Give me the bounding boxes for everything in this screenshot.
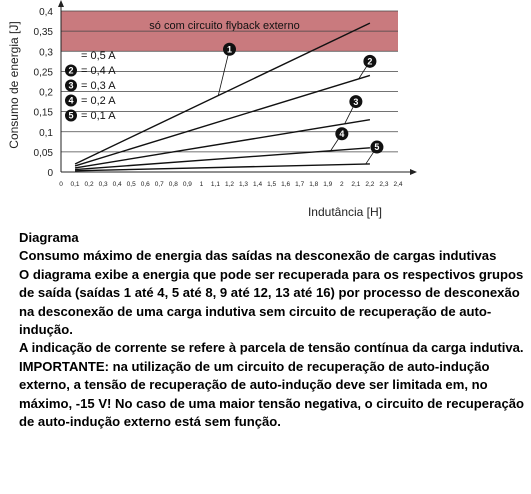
legend-entry-2: = 0,4 A <box>81 65 116 77</box>
x-tick-label: 1,1 <box>210 181 220 188</box>
caption-title: Diagrama <box>19 230 79 245</box>
y-tick-label: 0 <box>47 168 53 179</box>
x-tick-label: 2,1 <box>351 181 361 188</box>
series-line-4 <box>75 148 370 170</box>
x-tick-label: 2,4 <box>393 181 403 188</box>
x-tick-label: 0,8 <box>168 181 178 188</box>
x-tick-label: 2 <box>340 181 344 188</box>
x-tick-label: 2,3 <box>379 181 389 188</box>
legend-entry-3: = 0,3 A <box>81 80 116 92</box>
x-tick-label: 1,9 <box>323 181 333 188</box>
series-marker-label-1: 1 <box>226 44 233 55</box>
x-tick-label: 0,1 <box>70 181 80 188</box>
x-tick-label: 1,7 <box>295 181 305 188</box>
series-marker-label-3: 3 <box>353 96 359 107</box>
y-tick-label: 0,35 <box>33 27 53 39</box>
y-tick-label: 0,05 <box>33 147 53 159</box>
y-tick-label: 0,15 <box>33 107 53 119</box>
series-marker-label-4: 4 <box>339 128 345 139</box>
y-axis-arrow <box>58 0 64 7</box>
series-marker-label-2: 2 <box>367 56 373 67</box>
y-tick-label: 0,1 <box>39 127 53 139</box>
legend-marker-label-5: 5 <box>68 110 74 121</box>
legend-entry-1: = 0,5 A <box>81 50 116 62</box>
caption-subtitle: Consumo máximo de energia das saídas na desconexão de cargas indutivas <box>19 248 497 264</box>
legend-marker-label-4: 4 <box>68 95 74 106</box>
x-tick-label: 2,2 <box>365 181 375 188</box>
x-tick-label: 1,6 <box>281 181 291 188</box>
y-tick-label: 0,3 <box>39 47 53 59</box>
important-label: IMPORTANTE: <box>19 358 109 374</box>
x-tick-label: 1,3 <box>239 181 249 188</box>
caption-block <box>19 229 524 431</box>
x-axis-arrow <box>410 169 417 175</box>
y-axis-label: Consumo de energia [J] <box>7 21 21 149</box>
series-leader-1 <box>218 49 229 95</box>
x-tick-label: 1,8 <box>309 181 319 188</box>
y-tick-label: 0,4 <box>39 7 53 18</box>
x-tick-label: 1,4 <box>253 181 263 188</box>
legend <box>65 50 116 122</box>
series-line-3 <box>75 120 370 168</box>
x-tick-label: 0,4 <box>112 181 122 188</box>
series-marker-label-5: 5 <box>374 142 380 153</box>
y-tick-label: 0,2 <box>39 87 53 99</box>
caption-paragraph-1: O diagrama exibe a energia que pode ser recuperada para os respectivos grupos de saída (saídas 1 até 4, 5 até 8, 9 até 12, 13 até 16) por processo de desconexão na desconexão de uma carga indutiva sem circuito de recuperação de auto-indução. <box>19 266 524 338</box>
x-tick-label: 0,6 <box>140 181 150 188</box>
y-tick-labels <box>34 7 54 179</box>
caption-important <box>19 358 524 432</box>
series-line-5 <box>75 164 370 171</box>
important-text: na utilização de um circuito de recuperação de auto-indução externo, a tensão de recuperação de auto-indução deve ser limitada em, no máximo, -15 V! No caso de uma maior tensão negativa, o circuito de recuperação de auto-indução externo está sem função. <box>19 358 525 430</box>
x-tick-label: 1,2 <box>224 181 235 188</box>
x-tick-label: 0,5 <box>126 181 136 188</box>
x-tick-label: 0,7 <box>154 181 164 188</box>
band-label: só com circuito flyback externo <box>149 20 300 33</box>
y-tick-label: 0,25 <box>33 67 53 79</box>
x-tick-labels <box>59 181 403 188</box>
x-axis-label: Indutância [H] <box>307 205 383 219</box>
series-markers <box>218 43 383 164</box>
legend-entry-5: = 0,1 A <box>81 110 116 122</box>
x-tick-label: 0,9 <box>182 181 192 188</box>
legend-marker-label-2: 2 <box>68 65 74 76</box>
x-tick-label: 0,2 <box>84 181 94 188</box>
x-tick-label: 0 <box>59 181 63 188</box>
legend-marker-label-3: 3 <box>68 80 74 91</box>
x-tick-label: 1 <box>199 181 204 188</box>
legend-entry-4: = 0,2 A <box>81 95 116 107</box>
x-tick-label: 1,5 <box>267 181 277 188</box>
energy-chart <box>0 0 531 228</box>
caption-paragraph-2: A indicação de corrente se refere à parcela de tensão contínua da carga indutiva. <box>19 340 524 356</box>
x-tick-label: 0,3 <box>98 181 108 188</box>
series-line-2 <box>75 75 370 166</box>
